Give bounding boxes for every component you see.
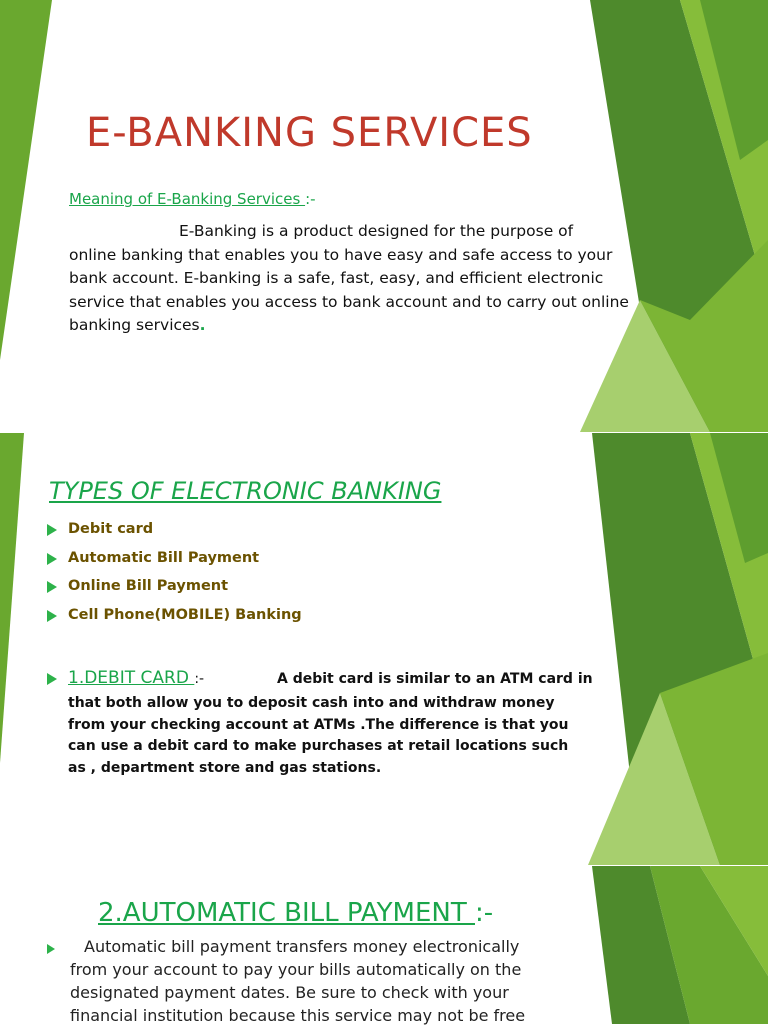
- debit-card-heading: [68, 668, 204, 688]
- slide-1: [0, 0, 768, 432]
- list-item-label: Automatic Bill Payment: [68, 549, 260, 566]
- slide-title: E-BANKING SERVICES: [86, 110, 533, 156]
- debit-card-heading-sep: :-: [194, 671, 205, 687]
- bullet-arrow-icon: [47, 673, 57, 685]
- bullet-arrow-icon: [47, 524, 57, 536]
- automatic-bill-heading-sep: :-: [475, 898, 494, 928]
- bullet-arrow-icon: [47, 581, 57, 593]
- meaning-body: online banking that enables you to have easy and safe access to your bank account. E-banking is a safe, fast, easy, and efficient electronic service that enables you access to bank account and to carry out online banking services: [69, 245, 629, 334]
- automatic-bill-text: [47, 935, 567, 1027]
- bullet-arrow-icon: [47, 944, 55, 954]
- bullet-arrow-icon: [47, 610, 57, 622]
- types-heading: TYPES OF ELECTRONIC BANKING: [49, 477, 442, 505]
- debit-card-first-line: A debit card is similar to an ATM card in: [277, 671, 593, 687]
- list-item-label: Online Bill Payment: [68, 578, 229, 594]
- list-item-label: Debit card: [68, 521, 154, 537]
- automatic-bill-heading-text: 2.AUTOMATIC BILL PAYMENT: [98, 898, 475, 928]
- types-list: [47, 521, 302, 635]
- meaning-subheading-sep: :-: [305, 190, 316, 208]
- meaning-subheading-text: Meaning of E-Banking Services: [69, 190, 306, 208]
- automatic-bill-first-line: Automatic bill payment transfers money electronically: [84, 937, 520, 956]
- list-item: [47, 607, 302, 636]
- debit-card-heading-text: 1.DEBIT CARD: [68, 668, 195, 688]
- slide-1-decoration: [0, 0, 768, 432]
- automatic-bill-heading: [98, 898, 493, 928]
- automatic-bill-body: from your account to pay your bills automatically on the designated payment dates. Be sure to check with your financial institution because this service may not be free: [70, 960, 526, 1025]
- automatic-bill-paragraph: [47, 935, 567, 1027]
- meaning-paragraph: [69, 220, 649, 338]
- debit-card-body: that both allow you to deposit cash into and withdraw money from your checking account at ATMs .The difference is that you can use a debit card to make purchases at retail locations such as , department store and gas stations.: [68, 695, 569, 776]
- list-item: [47, 550, 302, 579]
- meaning-first-line: E-Banking is a product designed for the purpose of: [179, 222, 574, 240]
- list-item-label: Cell Phone(MOBILE) Banking: [68, 606, 302, 623]
- list-item: [47, 578, 302, 607]
- meaning-subheading: [69, 190, 316, 208]
- list-item: [47, 521, 302, 550]
- meaning-period: .: [199, 316, 206, 334]
- bullet-arrow-icon: [47, 553, 57, 565]
